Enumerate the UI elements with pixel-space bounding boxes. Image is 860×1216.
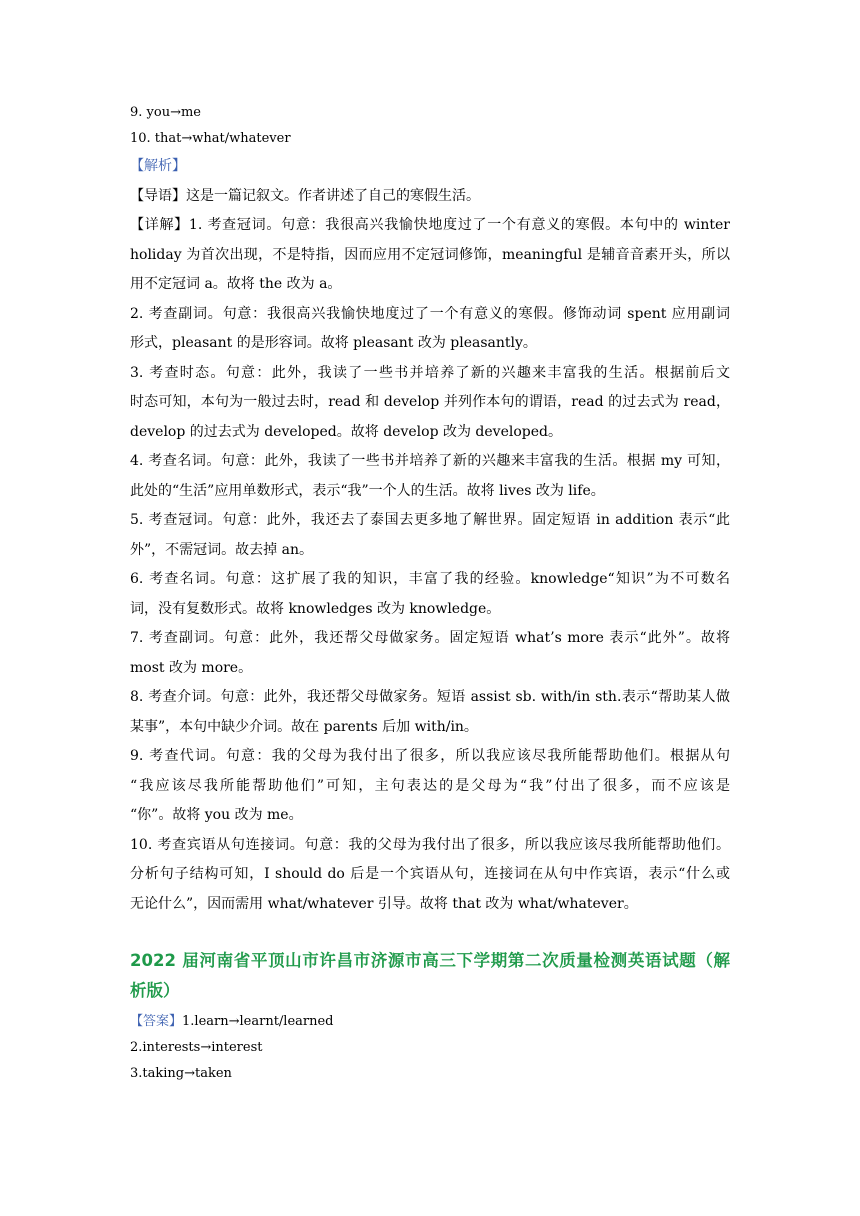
detail-1-text: 1. 考查冠词。句意：我很高兴我愉快地度过了一个有意义的寒假。本句中的 winter <box>188 217 731 233</box>
section-answer-2: 2.interests→interest <box>130 1040 263 1055</box>
guide-paragraph <box>130 182 730 212</box>
detail-1-line-3: 用不定冠词 a。故将 the 改为 a。 <box>130 276 342 292</box>
detail-3-line-2: 时态可知，本句为一般过去时，read 和 develop 并列作本句的谓语，read 的过去式为 read， <box>130 394 730 410</box>
detail-5-line-1: 5. 考查冠词。句意：此外，我还去了泰国去更多地了解世界。固定短语 in addition 表示“此 <box>130 512 730 528</box>
detail-1-line-1 <box>130 211 730 241</box>
detail-5-line-2: 外”，不需冠词。故去掉 an。 <box>130 541 313 558</box>
detail-6-line-1: 6. 考查名词。句意：这扩展了我的知识，丰富了我的经验。knowledge“知识”为不可数名 <box>130 571 730 587</box>
detail-9-line-2: “我应该尽我所能帮助他们”可知，主句表达的是父母为“我”付出了很多，而不应该是 <box>130 777 730 794</box>
section-title-line-2: 析版） <box>130 981 180 1000</box>
analysis-label: 【解析】 <box>130 158 186 174</box>
detail-10-line-3: 无论什么”，因而需用 what/whatever 引导。故将 that 改为 what/whatever。 <box>130 895 638 912</box>
detail-6-line-2: 词，没有复数形式。故将 knowledges 改为 knowledge。 <box>130 600 501 617</box>
answer-label: 【答案】 <box>130 1014 183 1029</box>
detail-10-line-2: 分析句子结构可知，I should do 后是一个宾语从句，连接词在从句中作宾语，表示“什么或 <box>130 866 730 882</box>
guide-text: 这是一篇记叙文。作者讲述了自己的寒假生活。 <box>186 187 480 204</box>
answer-item-9: 9. you→me <box>130 105 201 120</box>
detail-4-line-2: 此处的“生活”应用单数形式，表示“我”一个人的生活。故将 lives 改为 life。 <box>130 482 605 499</box>
guide-label: 【导语】 <box>130 187 186 204</box>
detail-1-line-2: holiday 为首次出现，不是特指，因而应用不定冠词修饰，meaningful 是辅音音素开头，所以 <box>130 246 730 263</box>
detail-8-line-2: 某事”，本句中缺少介词。故在 parents 后加 with/in。 <box>130 718 478 735</box>
detail-9-line-1: 9. 考查代词。句意：我的父母为我付出了很多，所以我应该尽我所能帮助他们。根据从句 <box>130 748 730 764</box>
detail-2-line-1: 2. 考查副词。句意：我很高兴我愉快地度过了一个有意义的寒假。修饰动词 spent 应用副词 <box>130 305 730 322</box>
detail-10-line-1: 10. 考查宾语从句连接词。句意：我的父母为我付出了很多，所以我应该尽我所能帮助他们。 <box>130 836 730 853</box>
section-answer-3: 3.taking→taken <box>130 1066 232 1081</box>
detail-3-line-1: 3. 考查时态。句意：此外，我读了一些书并培养了新的兴趣来丰富我的生活。根据前后文 <box>130 364 730 381</box>
detail-7-line-2: most 改为 more。 <box>130 659 253 676</box>
detail-3-line-3: develop 的过去式为 developed。故将 develop 改为 developed。 <box>130 423 562 440</box>
answer-item-10: 10. that→what/whatever <box>130 131 291 146</box>
detail-4-line-1: 4. 考查名词。句意：此外，我读了一些书并培养了新的兴趣来丰富我的生活。根据 my 可知， <box>130 453 730 469</box>
section-answer-1-text: 1.learn→learnt/learned <box>182 1014 334 1029</box>
detail-8-line-1: 8. 考查介词。句意：此外，我还帮父母做家务。短语 assist sb. with/in sth.表示“帮助某人做 <box>130 689 730 705</box>
detail-9-line-3: “你”。故将 you 改为 me。 <box>130 807 303 823</box>
section-title-line-1: 2022 届河南省平顶山市许昌市济源市高三下学期第二次质量检测英语试题（解 <box>130 951 730 970</box>
detail-2-line-2: 形式，pleasant 的是形容词。故将 pleasant 改为 pleasantly。 <box>130 335 537 351</box>
section-answer-1 <box>130 1009 730 1035</box>
document-content <box>130 100 730 1087</box>
detail-7-line-1: 7. 考查副词。句意：此外，我还帮父母做家务。固定短语 what’s more 表示“此外”。故将 <box>130 630 730 646</box>
detail-label: 【详解】 <box>130 217 189 233</box>
